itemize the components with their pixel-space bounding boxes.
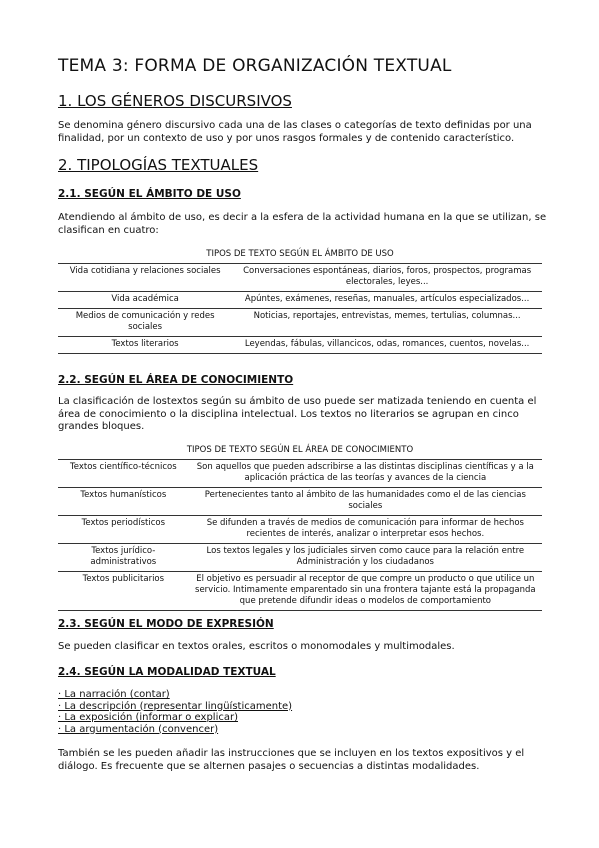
table-caption-row [58,246,542,264]
table-cell-desc: Conversaciones espontáneas, diarios, foros, prospectos, programas electorales, leyes... [232,264,542,292]
table-row [58,544,542,572]
table-cell-type: Textos científico-técnicos [58,460,189,488]
section-heading-tipologias: 2. TIPOLOGÍAS TEXTUALES [58,156,259,174]
subsection-heading-ambito: 2.1. SEGÚN EL ÁMBITO DE USO [58,188,241,200]
table-cell-desc: Se difunden a través de medios de comunicación para informar de hechos recientes de interés, analizar o interpretar esos hechos. [189,516,542,544]
section-heading-generos: 1. LOS GÉNEROS DISCURSIVOS [58,92,292,110]
section-text-generos: Se denomina género discursivo cada una de las clases o categorías de texto definidas por una finalidad, por un contexto de uso y por unos rasgos formales y de contenido característico. [58,120,532,144]
table-row [58,264,542,292]
subsection-heading-area: 2.2. SEGÚN EL ÁREA DE CONOCIMIENTO [58,374,294,386]
table-cell-type: Medios de comunicación y redes sociales [58,309,232,337]
table-cell-desc: Los textos legales y los judiciales sirven como cauce para la relación entre Administración y los ciudadanos [189,544,542,572]
table-cell-desc: Noticias, reportajes, entrevistas, memes, tertulias, columnas... [232,309,542,337]
table-caption: TIPOS DE TEXTO SEGÚN EL ÁMBITO DE USO [58,246,542,264]
table-area-de-conocimiento [58,442,542,611]
table-cell-type: Textos literarios [58,337,232,354]
table-cell-type: Vida cotidiana y relaciones sociales [58,264,232,292]
list-item: · La descripción (representar lingüísticamente) [58,700,293,712]
table-row [58,460,542,488]
list-item: · La narración (contar) [58,689,170,700]
list-item: · La exposición (informar o explicar) [58,712,238,723]
table-cell-type: Textos periodísticos [58,516,189,544]
subsection-heading-modalidad: 2.4. SEGÚN LA MODALIDAD TEXTUAL [58,666,276,678]
table-row [58,309,542,337]
subsection-text-modo: Se pueden clasificar en textos orales, escritos o monomodales y multimodales. [58,641,455,652]
table-cell-type: Textos jurídico-administrativos [58,544,189,572]
table-row [58,337,542,354]
table-caption-row [58,442,542,460]
subsection-text-ambito: Atendiendo al ámbito de uso, es decir a la esfera de la actividad humana en la que se utilizan, se clasifican en cuatro: [58,212,547,236]
subsection-text-modalidad: También se les pueden añadir las instrucciones que se incluyen en los textos expositivos y el diálogo. Es frecuente que se alternen pasajes o secuencias a distintas modalidades. [58,748,525,772]
modalidad-list [58,689,292,735]
table-caption: TIPOS DE TEXTO SEGÚN EL ÁREA DE CONOCIMIENTO [58,442,542,460]
table-cell-type: Textos publicitarios [58,572,189,611]
document-title: TEMA 3: FORMA DE ORGANIZACIÓN TEXTUAL [58,56,452,76]
table-row [58,488,542,516]
table-cell-desc: Leyendas, fábulas, villancicos, odas, romances, cuentos, novelas... [232,337,542,354]
table-cell-type: Vida académica [58,292,232,309]
table-row [58,572,542,611]
table-cell-desc: Apúntes, exámenes, reseñas, manuales, artículos especializados... [232,292,542,309]
table-row [58,292,542,309]
table-cell-type: Textos humanísticos [58,488,189,516]
table-ambito-de-uso [58,246,542,354]
table-cell-desc: El objetivo es persuadir al receptor de que compre un producto o que utilice un servicio. Intimamente emparentado sin una frontera tajante está la propaganda que pretende difundir ideas o modelos de comportamiento [189,572,542,611]
subsection-heading-modo: 2.3. SEGÚN EL MODO DE EXPRESIÓN [58,618,274,630]
list-item: · La argumentación (convencer) [58,723,219,735]
table-row [58,516,542,544]
table-cell-desc: Pertenecientes tanto al ámbito de las humanidades como el de las ciencias sociales [189,488,542,516]
subsection-text-area: La clasificación de lostextos según su ámbito de uso puede ser matizada teniendo en cuenta el área de conocimiento o la disciplina intelectual. Los textos no literarios se agrupan en cinco grandes bloques. [58,396,537,432]
table-cell-desc: Son aquellos que pueden adscribirse a las distintas disciplinas científicas y a la aplicación práctica de las teorías y avances de la ciencia [189,460,542,488]
